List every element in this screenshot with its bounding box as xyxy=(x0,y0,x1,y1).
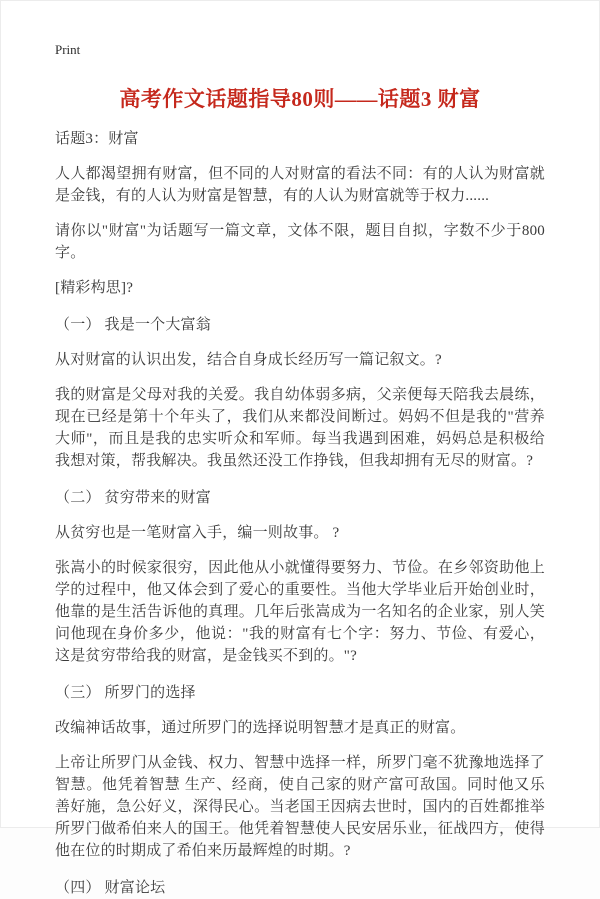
section-3-brief: 改编神话故事，通过所罗门的选择说明智慧才是真正的财富。 xyxy=(55,720,466,736)
print-link[interactable]: Print xyxy=(55,42,81,57)
page-title: 高考作文话题指导80则——话题3 财富 xyxy=(119,87,481,111)
intro-paragraph: 人人都渴望拥有财富，但不同的人对财富的看法不同：有的人认为财富就是金钱，有的人认为财富是智慧，有的人认为财富就等于权力...... xyxy=(55,166,545,204)
section-2-brief: 从贫穷也是一笔财富入手，编一则故事。 ? xyxy=(55,525,340,541)
section-1-brief: 从对财富的认识出发，结合自身成长经历写一篇记叙文。? xyxy=(55,352,442,368)
section-1-heading: （一） 我是一个大富翁 xyxy=(55,317,211,333)
section-2-body: 张嵩小的时候家很穷，因此他从小就懂得要努力、节俭。在乡邻资助他上学的过程中，他又体会到了爱心的重要性。当他大学毕业后开始创业时，他靠的是生活告诉他的真理。几年后张嵩成为一名知名的企业家，别人笑问他现在身价多少，他说："我的财富有七个字：努力、节俭、有爱心，这是贫穷带给我的财富，是金钱买不到的。"? xyxy=(55,560,545,664)
section-4-heading: （四） 财富论坛 xyxy=(55,880,166,896)
ideas-bracket-label: [精彩构思]? xyxy=(55,280,134,296)
section-1-body: 我的财富是父母对我的关爱。我自幼体弱多病，父亲便每天陪我去晨练，现在已经是第十个年头了，我们从来都没间断过。妈妈不但是我的"营养大师"，而且是我的忠实听众和军师。每当我遇到困难，妈妈总是积极给我想对策，帮我解决。我虽然还没工作挣钱，但我却拥有无尽的财富。? xyxy=(55,387,545,469)
section-3-body: 上帝让所罗门从金钱、权力、智慧中选择一样，所罗门毫不犹豫地选择了智慧。他凭着智慧 生产、经商，使自己家的财产富可敌国。同时他又乐善好施，急公好义，深得民心。当老国王因病去世时，国内的百姓都推举所罗门做希伯来人的国王。他凭着智慧使人民安居乐业，征战四方，使得他在位的时期成了希伯来历最辉煌的时期。? xyxy=(55,755,545,859)
section-2-heading: （二） 贫穷带来的财富 xyxy=(55,490,211,506)
assignment-paragraph: 请你以"财富"为话题写一篇文章，文体不限，题目自拟，字数不少于800字。 xyxy=(55,223,545,261)
section-3-heading: （三） 所罗门的选择 xyxy=(55,685,196,701)
topic-subtitle: 话题3：财富 xyxy=(55,131,139,147)
